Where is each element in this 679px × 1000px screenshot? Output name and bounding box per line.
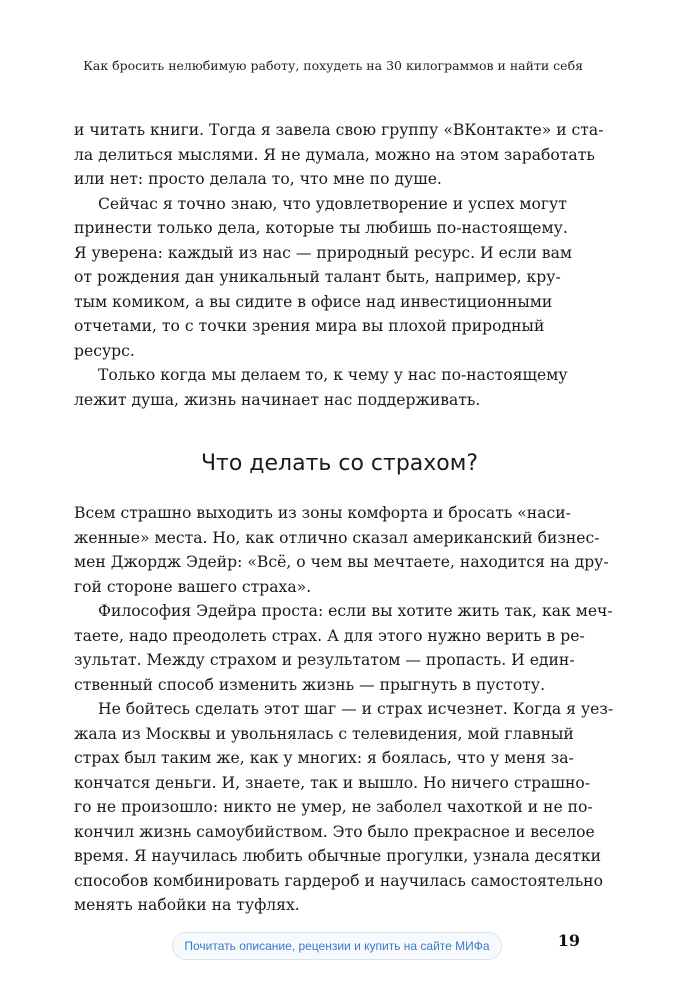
text-line: го не произошло: никто не умер, не заболел чахоткой и не по- [74, 798, 593, 816]
text-line: зультат. Между страхом и результатом — пропасть. И един- [74, 651, 575, 669]
text-line: Только когда мы делаем то, к чему у нас по-настоящему [98, 366, 568, 384]
text-line: Не бойтесь сделать этот шаг — и страх исчезнет. Когда я уез- [98, 700, 614, 718]
section-heading: Что делать со страхом? [200, 451, 479, 476]
paragraph-block-1 [74, 118, 604, 412]
text-line: от рождения дан уникальный талант быть, например, кру- [74, 268, 561, 286]
text-line: кончил жизнь самоубийством. Это было прекрасное и веселое [74, 822, 595, 841]
text-line: время. Я научилась любить обычные прогулки, узнала десятки [74, 847, 601, 865]
text-line: женные» места. Но, как отлично сказал американский бизнес- [74, 528, 600, 547]
running-head: Как бросить нелюбимую работу, похудеть на 30 килограммов и найти себя [83, 58, 583, 73]
text-line: Всем страшно выходить из зоны комфорта и бросать «наси- [74, 504, 571, 522]
text-line: менять набойки на туфлях. [74, 896, 300, 914]
text-line: страх был таким же, как у многих: я боялась, что у меня за- [74, 749, 574, 767]
text-line: и читать книги. Тогда я завела свою группу «ВКонтакте» и ста- [74, 121, 604, 139]
text-line: ресурс. [74, 341, 135, 360]
text-line: ственный способ изменить жизнь — прыгнуть в пустоту. [74, 675, 546, 694]
text-line: Сейчас я точно знаю, что удовлетворение и успех могут [98, 194, 567, 213]
text-line: жала из Москвы и увольнялась с телевидения, мой главный [74, 724, 574, 743]
text-line: или нет: просто делала то, что мне по душе. [74, 170, 442, 188]
text-line: способов комбинировать гардероб и научилась самостоятельно [74, 871, 603, 890]
text-line: мен Джордж Эдейр: «Всё, о чем вы мечтаете, находится на дру- [74, 553, 609, 571]
text-line: Я уверена: каждый из нас — природный ресурс. И если вам [74, 243, 573, 262]
text-line: кончатся деньги. И, знаете, так и вышло. Но ничего страшно- [74, 773, 591, 792]
page-number: 19 [557, 931, 580, 950]
text-line: тым комиком, а вы сидите в офисе над инвестиционными [74, 292, 553, 311]
paragraph-block-2 [74, 501, 614, 918]
text-line: таете, надо преодолеть страх. А для этого нужно верить в ре- [74, 626, 585, 645]
text-line: Философия Эдейра проста: если вы хотите жить так, как меч- [98, 602, 613, 620]
promo-link-button[interactable]: Почитать описание, рецензии и купить на сайте МИФа [172, 932, 502, 960]
text-line: лежит душа, жизнь начинает нас поддерживать. [74, 390, 481, 409]
text-line: гой стороне вашего страха». [74, 577, 312, 596]
text-line: ла делиться мыслями. Я не думала, можно на этом заработать [74, 145, 595, 164]
text-line: отчетами, то с точки зрения мира вы плохой природный [74, 317, 545, 335]
text-line: принести только дела, которые ты любишь по-настоящему. [74, 219, 568, 237]
